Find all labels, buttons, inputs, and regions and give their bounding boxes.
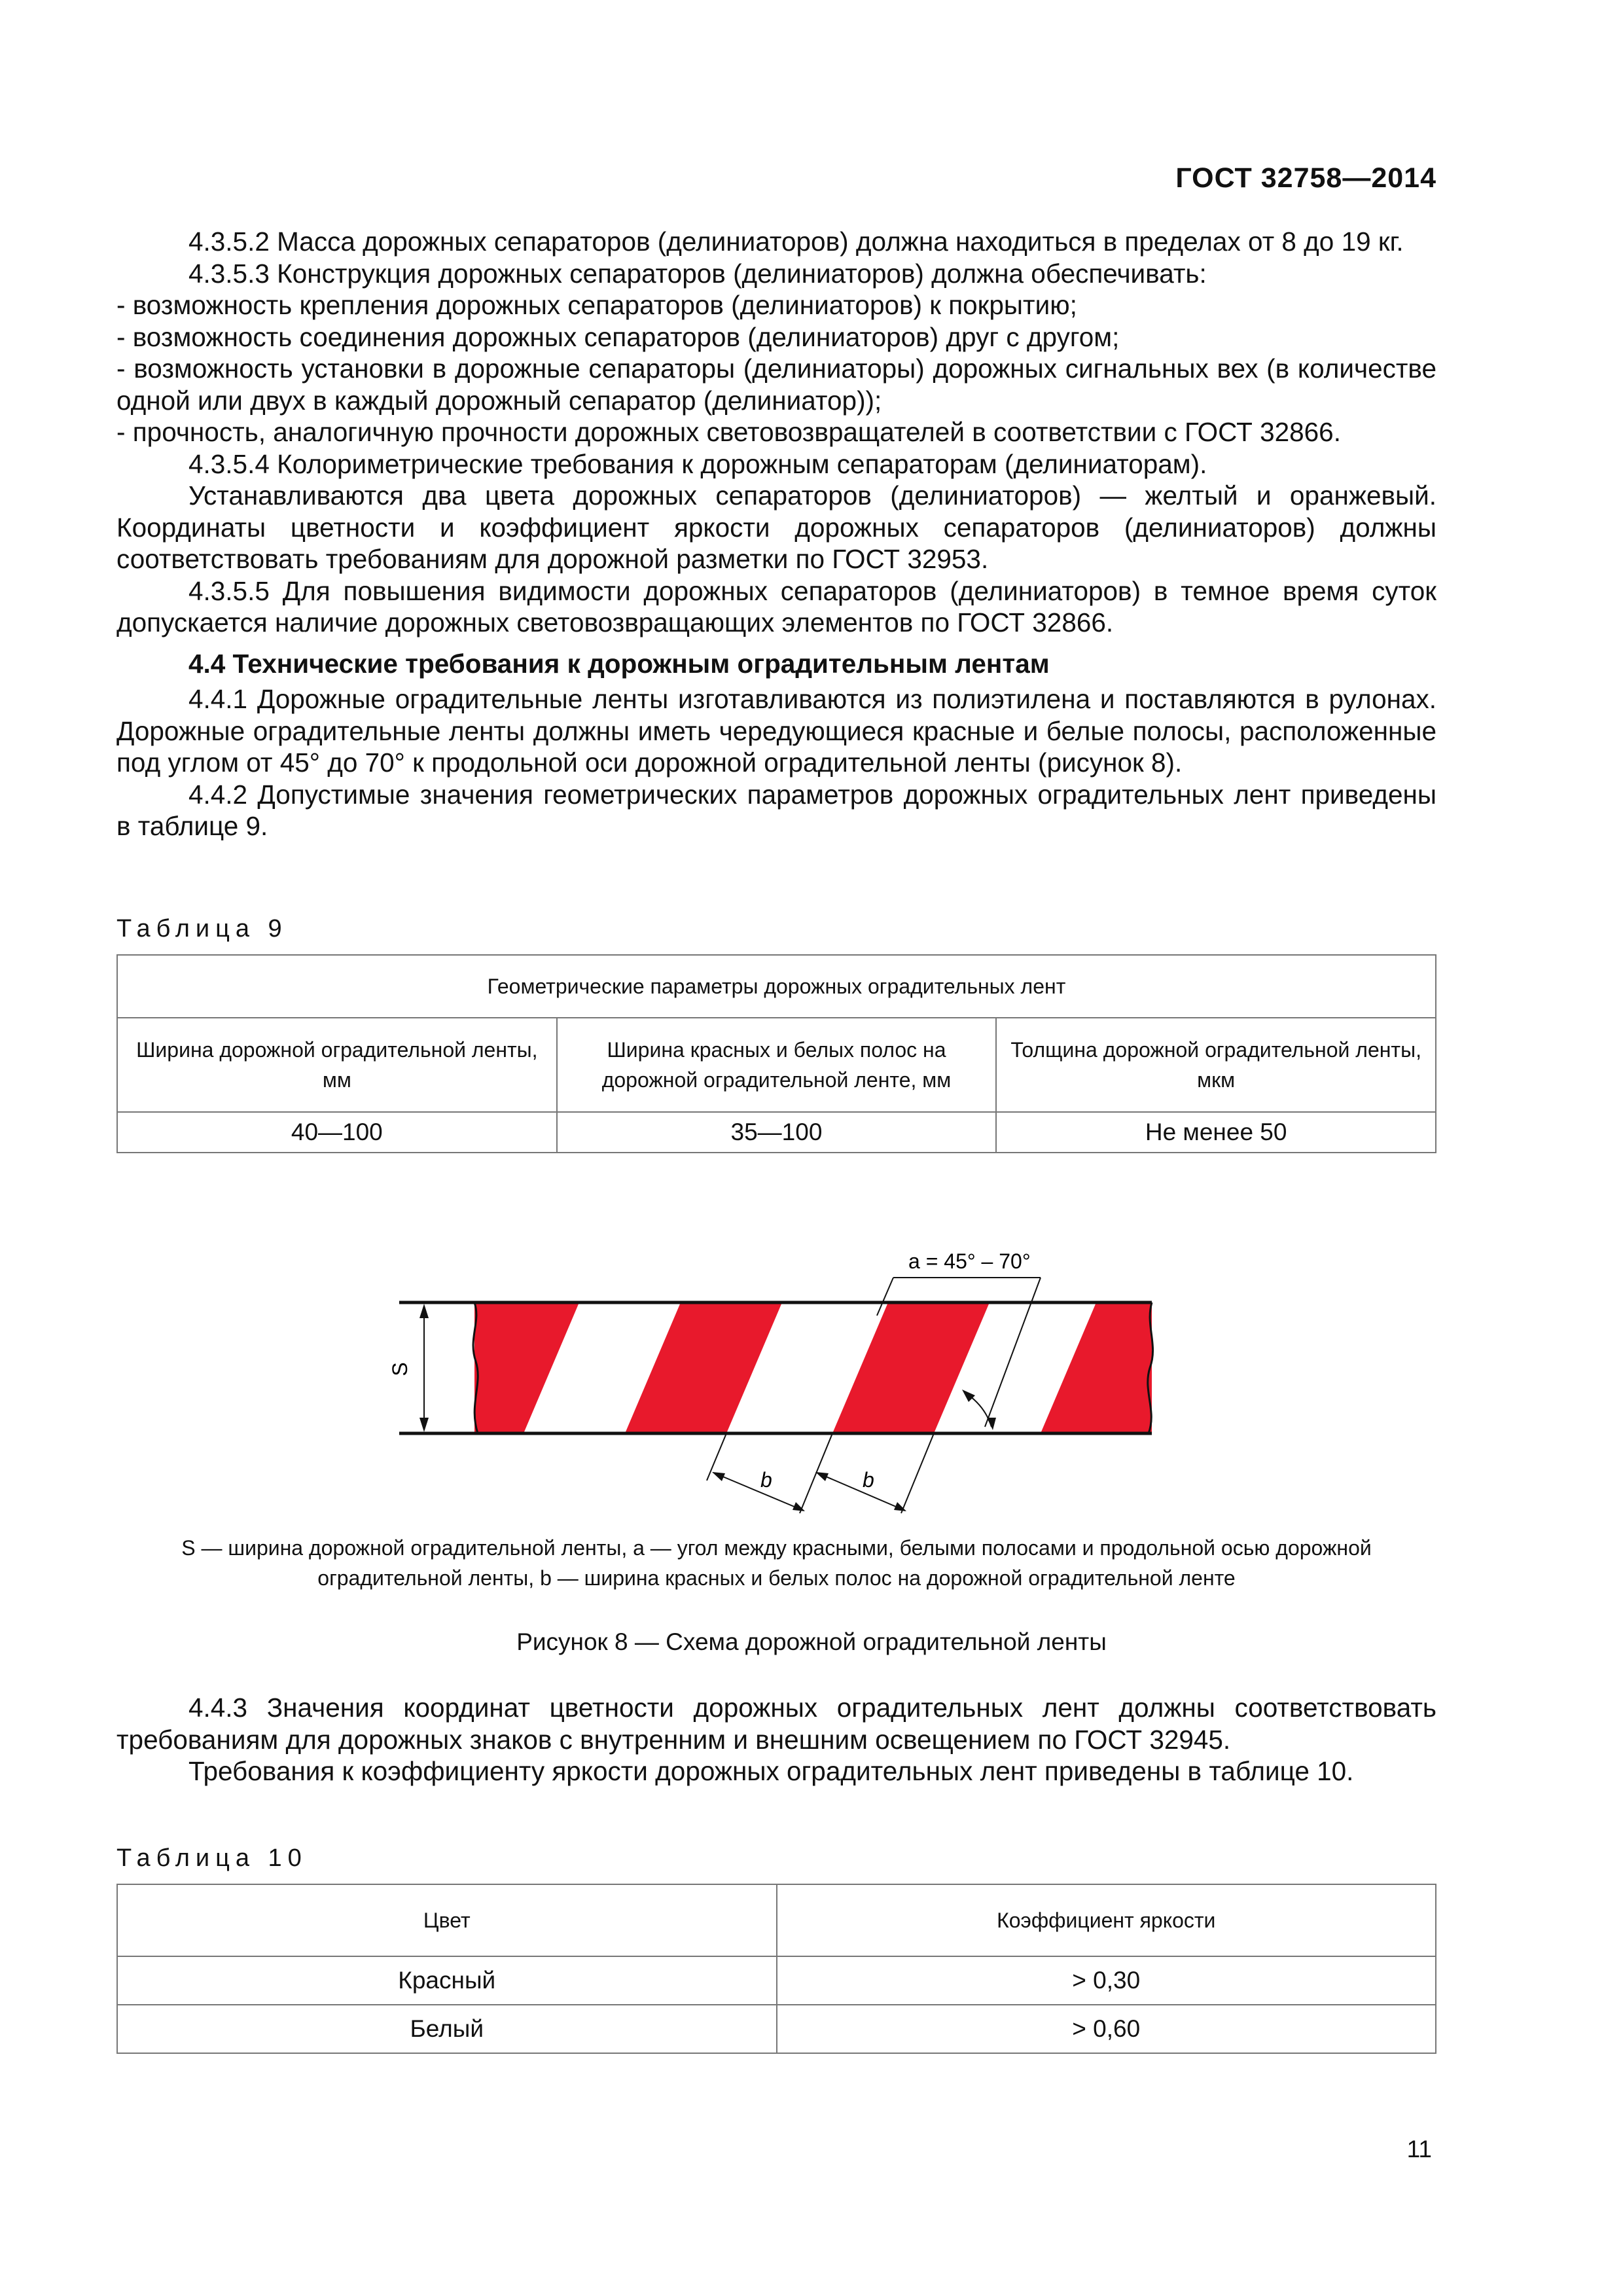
- list-item: - возможность установки в дорожные сепараторы (делиниаторы) дорожных сигнальных вех (в количестве одной или двух в каждый дорожный сепаратор (делиниатор));: [116, 353, 1436, 416]
- document-number: ГОСТ 32758—2014: [1175, 162, 1436, 194]
- table-cell: 35—100: [557, 1112, 997, 1153]
- table-cell: Не менее 50: [996, 1112, 1436, 1153]
- list-item: - возможность соединения дорожных сепараторов (делиниаторов) друг с другом;: [116, 321, 1120, 352]
- section-heading-4-4: 4.4 Технические требования к дорожным оградительным лентам: [188, 648, 1050, 679]
- b-dimension-line: [713, 1473, 804, 1511]
- table-group-header: Геометрические параметры дорожных оградительных лент: [117, 955, 1436, 1018]
- table-header-cell: Ширина красных и белых полос на дорожной оградительной ленте, мм: [557, 1018, 997, 1112]
- table-cell: Красный: [117, 1956, 777, 2005]
- angle-label: a = 45° – 70°: [908, 1249, 1031, 1273]
- arrowhead: [712, 1472, 725, 1481]
- list-item: - прочность, аналогичную прочности дорожных световозвращателей в соответствии с ГОСТ 32866.: [116, 417, 1341, 447]
- arrowhead: [419, 1418, 429, 1432]
- table-header-cell: Толщина дорожной оградительной ленты, мкм: [996, 1018, 1436, 1112]
- paragraph-4-4-2: 4.4.2 Допустимые значения геометрических параметров дорожных оградительных лент приведены в таблице 9.: [116, 779, 1436, 841]
- table-cell: Белый: [117, 2005, 777, 2053]
- list-item: - возможность крепления дорожных сепараторов (делиниаторов) к покрытию;: [116, 290, 1077, 320]
- arrowhead: [815, 1472, 829, 1481]
- table-9-label: Таблица 9: [116, 915, 288, 942]
- table-header-cell: Цвет: [117, 1884, 777, 1956]
- paragraph-table-10-ref: Требования к коэффициенту яркости дорожных оградительных лент приведены в таблице 10.: [188, 1756, 1354, 1786]
- table-header-cell: Коэффициент яркости: [777, 1884, 1436, 1956]
- b-dimension-line: [817, 1473, 905, 1511]
- paragraph-4-4-3: 4.4.3 Значения координат цветности дорожных оградительных лент должны соответствовать требованиям для дорожных знаков с внутренним и внешним освещением по ГОСТ 32945.: [116, 1693, 1436, 1755]
- paragraph-4-3-5-5: 4.3.5.5 Для повышения видимости дорожных сепараторов (делиниаторов) в темное время суток допускается наличие дорожных световозвращающих элементов по ГОСТ 32866.: [116, 575, 1436, 637]
- paragraph-4-3-5-3: 4.3.5.3 Конструкция дорожных сепараторов (делиниаторов) должна обеспечивать:: [188, 258, 1207, 289]
- figure-8-title: Рисунок 8 — Схема дорожной оградительной ленты: [516, 1628, 1107, 1655]
- b-label: b: [863, 1468, 874, 1492]
- paragraph-colors: Устанавливаются два цвета дорожных сепараторов (делиниаторов) — желтый и оранжевый. Координаты цветности и коэффициент яркости дорожных сепараторов (делиниаторов) должны соответствовать требованиям для дорожной разметки по ГОСТ 32953.: [116, 480, 1436, 574]
- s-label: S: [388, 1362, 412, 1376]
- table-10-label: Таблица 10: [116, 1844, 308, 1872]
- table-cell: 40—100: [117, 1112, 557, 1153]
- figure-8-legend: S — ширина дорожной оградительной ленты, a — угол между красными, белыми полосами и продольной осью дорожной оградительной ленты, b — ширина красных и белых полос на дорожной оградительной ленте: [181, 1536, 1372, 1590]
- table-9: [116, 954, 1436, 1153]
- paragraph-4-3-5-2: 4.3.5.2 Масса дорожных сепараторов (делиниаторов) должна находиться в пределах от 8 до 19 кг.: [188, 226, 1404, 257]
- table-header-cell: Ширина дорожной оградительной ленты, мм: [117, 1018, 557, 1112]
- table-cell: > 0,30: [777, 1956, 1436, 2005]
- table-10: [116, 1884, 1436, 2054]
- paragraph-4-3-5-4: 4.3.5.4 Колориметрические требования к дорожным сепараторам (делиниаторам).: [188, 448, 1207, 479]
- paragraph-4-4-1: 4.4.1 Дорожные оградительные ленты изготавливаются из полиэтилена и поставляются в рулонах. Дорожные оградительные ленты должны иметь чередующиеся красные и белые полосы, расположенные под углом от 45° до 70° к продольной оси дорожной оградительной ленты (рисунок 8).: [116, 684, 1436, 778]
- table-cell: > 0,60: [777, 2005, 1436, 2053]
- page-number: 11: [1406, 2136, 1432, 2162]
- b-label: b: [760, 1468, 772, 1492]
- arrowhead: [419, 1304, 429, 1318]
- body-text-lower: [116, 1692, 1436, 1787]
- body-text: [116, 226, 1436, 842]
- b-extension-line: [901, 1433, 934, 1513]
- figure-8-tape-diagram: [0, 1230, 1623, 1545]
